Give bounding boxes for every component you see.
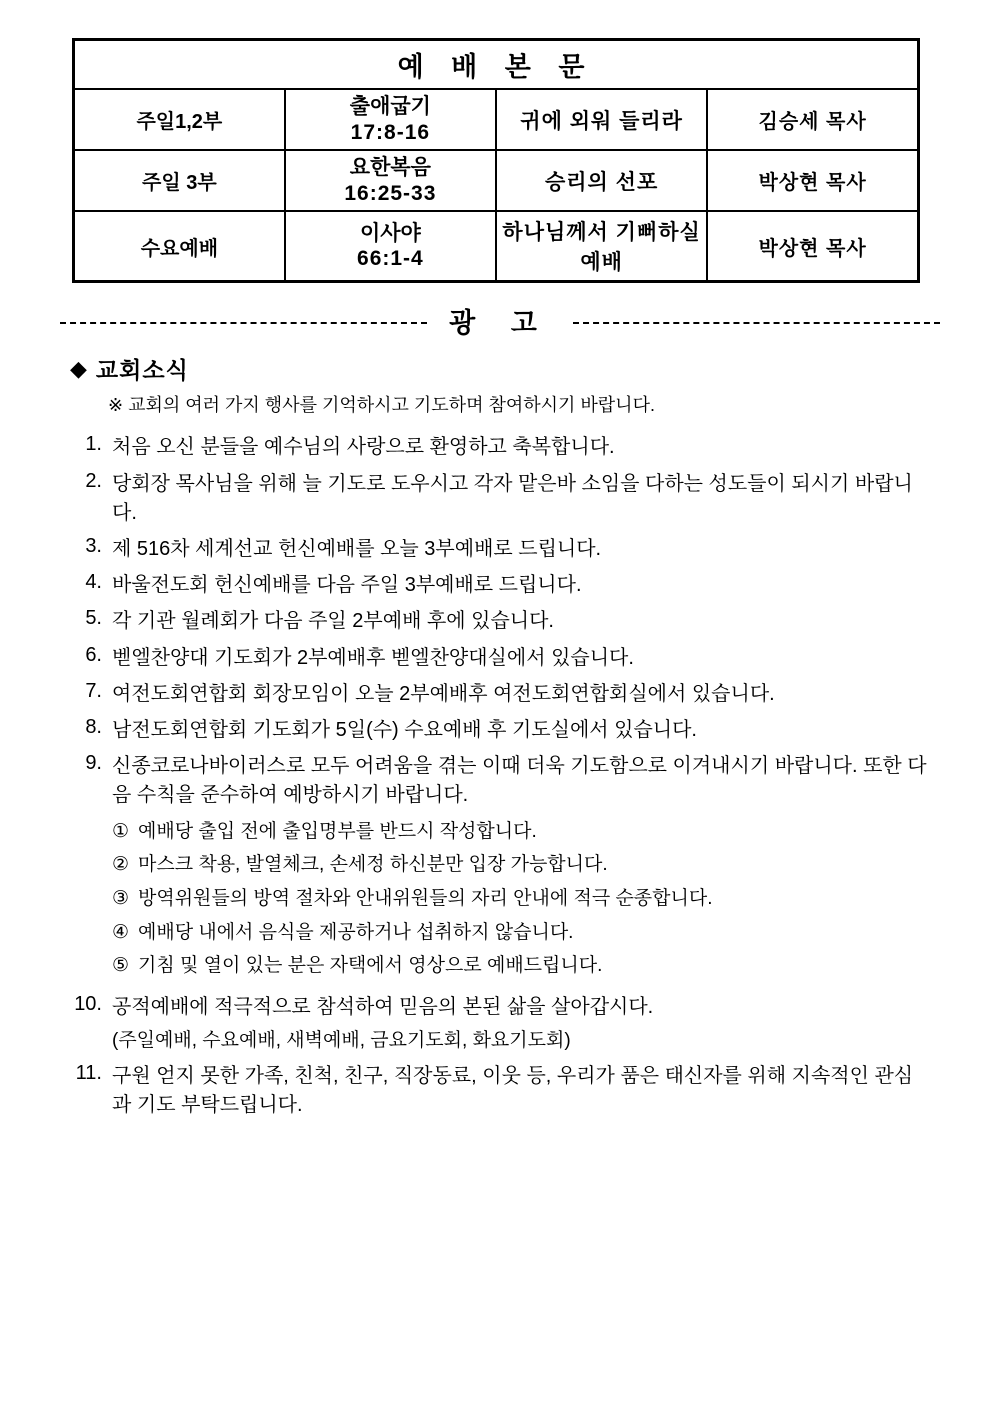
list-item (60, 433, 932, 462)
church-news-note: ※ 교회의 여러 가지 행사를 기억하시고 기도하며 참여하시기 바랍니다. (108, 395, 655, 416)
sermon-topic: 귀에 외워 들리라 (496, 89, 707, 150)
notice-text: 벧엘찬양대 기도회가 2부예배후 벧엘찬양대실에서 있습니다. (112, 646, 634, 669)
notice-text: 바울전도회 헌신예배를 다음 주일 3부예배로 드립니다. (112, 574, 582, 597)
notice-subtext: (주일예배, 수요예배, 새벽예배, 금요기도회, 화요기도회) (112, 1030, 571, 1052)
announcements-divider (60, 301, 940, 340)
scripture-book: 요한복음 (349, 156, 431, 180)
list-item (112, 851, 932, 879)
list-item (60, 680, 932, 709)
list-item (112, 919, 932, 947)
list-item (112, 885, 932, 913)
divider-line-left (60, 322, 427, 324)
scripture-book: 이사야 (359, 221, 421, 245)
circled-number-5-icon: ⑤ (112, 955, 130, 977)
notice-text: 신종코로나바이러스로 모두 어려움을 겪는 이때 더욱 기도함으로 이겨내시기 바랍니다. 또한 다음 수칙을 준수하여 예방하시기 바랍니다. (112, 755, 927, 807)
notice-number: 9. (85, 752, 102, 775)
scripture-reference (285, 150, 496, 211)
church-news-label: 교회소식 (95, 357, 189, 384)
scripture-reference (285, 211, 496, 282)
list-item (112, 818, 932, 846)
scripture-book: 출애굽기 (349, 95, 431, 118)
announcements-title: 광 고 (449, 308, 551, 339)
scripture-verse: 16:25-33 (344, 181, 437, 205)
speaker-name: 박상현 목사 (707, 211, 918, 282)
notice-number: 3. (85, 535, 102, 557)
notice-text: 공적예배에 적극적으로 참석하여 믿음의 본된 삶을 살아갑시다. (112, 996, 654, 1019)
notice-text: 각 기관 월례회가 다음 주일 2부예배 후에 있습니다. (112, 610, 554, 633)
service-name: 주일 3부 (74, 150, 285, 211)
list-item (60, 752, 932, 986)
notice-text: 여전도회연합회 회장모임이 오늘 2부예배후 여전도회연합회실에서 있습니다. (112, 682, 775, 705)
notice-number: 11. (75, 1062, 102, 1085)
table-row (74, 150, 919, 211)
notice-text: 남전도회연합회 기도회가 5일(수) 수요예배 후 기도실에서 있습니다. (112, 718, 697, 741)
diamond-icon: ◆ (70, 355, 88, 381)
table-row (74, 89, 919, 150)
notice-text: 당회장 목사님을 위해 늘 기도로 도우시고 각자 맡은바 소임을 다하는 성도들이 되시기 바랍니다. (112, 472, 913, 524)
notice-list (60, 433, 932, 1120)
notice-number: 2. (85, 469, 102, 492)
circled-number-1-icon: ① (112, 820, 130, 842)
circled-number-2-icon: ② (112, 854, 130, 876)
sub-notice-text: 마스크 착용, 발열체크, 손세정 하신분만 입장 가능합니다. (138, 854, 608, 876)
scripture-verse: 17:8-16 (350, 120, 431, 144)
speaker-name: 박상현 목사 (707, 150, 918, 211)
service-name: 주일1,2부 (74, 89, 285, 150)
notice-text: 처음 오신 분들을 예수님의 사랑으로 환영하고 축복합니다. (112, 436, 615, 459)
notice-text: 제 516차 세계선교 헌신예배를 오늘 3부예배로 드립니다. (112, 538, 602, 560)
list-item (60, 716, 932, 745)
divider-line-right (573, 322, 940, 324)
scripture-table-title: 예 배 본 문 (74, 40, 919, 90)
list-item (112, 952, 932, 980)
scripture-verse: 66:1-4 (357, 247, 424, 271)
speaker-name: 김승세 목사 (707, 89, 918, 150)
list-item (60, 607, 932, 636)
sub-notice-text: 기침 및 열이 있는 분은 자택에서 영상으로 예배드립니다. (138, 955, 603, 977)
sub-notice-text: 예배당 출입 전에 출입명부를 반드시 작성합니다. (138, 820, 537, 842)
table-row (74, 211, 919, 282)
notice-text-block (112, 752, 932, 986)
notice-text-block (112, 993, 932, 1055)
church-news-heading (70, 352, 932, 385)
sub-notice-text: 예배당 내에서 음식을 제공하거나 섭취하지 않습니다. (138, 921, 574, 943)
list-item (60, 470, 932, 528)
notice-number: 5. (85, 607, 102, 630)
sermon-topic: 승리의 선포 (496, 150, 707, 211)
circled-number-3-icon: ③ (112, 887, 130, 909)
notice-number: 1. (85, 433, 102, 456)
scripture-table (72, 38, 920, 283)
prevention-rules-list (112, 818, 932, 981)
service-name: 수요예배 (74, 211, 285, 282)
notice-number: 7. (85, 679, 102, 702)
notice-number: 8. (85, 715, 102, 738)
notice-text: 구원 얻지 못한 가족, 친척, 친구, 직장동료, 이웃 등, 우리가 품은 태신자를 위해 지속적인 관심과 기도 부탁드립니다. (112, 1065, 914, 1117)
list-item (60, 535, 932, 564)
sub-notice-text: 방역위원들의 방역 절차와 안내위원들의 자리 안내에 적극 순종합니다. (138, 887, 713, 909)
list-item (60, 571, 932, 600)
scripture-reference (285, 89, 496, 150)
sermon-topic: 하나님께서 기뻐하실 예배 (496, 211, 707, 282)
circled-number-4-icon: ④ (112, 921, 130, 943)
list-item (60, 644, 932, 673)
scripture-table-title-row (74, 40, 919, 90)
notice-number: 6. (85, 643, 102, 666)
notice-number: 4. (85, 571, 102, 594)
list-item (60, 1062, 932, 1120)
notice-number: 10. (74, 993, 102, 1016)
list-item (60, 993, 932, 1055)
